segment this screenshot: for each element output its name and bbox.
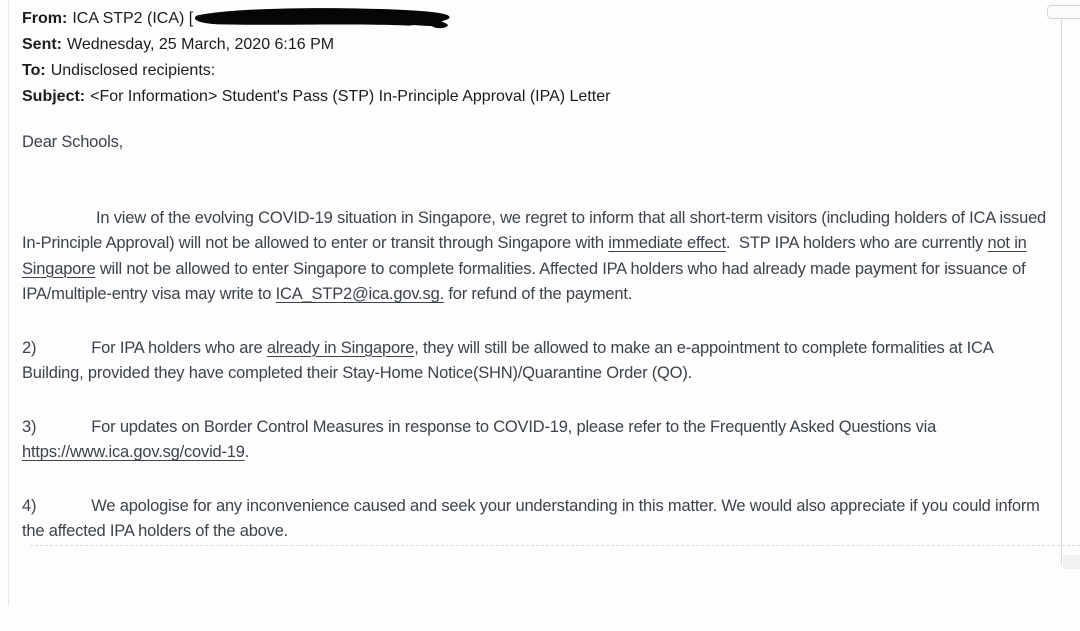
paragraph-number: 3) [22,417,37,436]
salutation: Dear Schools, [22,133,124,151]
header-field-to [22,58,610,84]
header-field-subject [22,84,610,110]
right-edge-notch [1063,555,1080,569]
email-paragraph [22,415,1056,466]
sent-label: Sent: [22,36,62,53]
faint-dashed-separator [30,545,1080,546]
email-link[interactable]: ICA_STP2@ica.gov.sg. [275,285,444,303]
text-run: not in Singapore [22,234,1027,278]
text-run: . STP IPA holders who are currently [725,234,988,252]
text-run: will not be allowed to enter Singapore to complete formalities. Affected IPA holders who had already made payment for issuance of IPA/multiple-entry visa may write to [22,259,1026,303]
sent-value: Wednesday, 25 March, 2020 6:16 PM [67,36,335,53]
text-run: . [244,443,250,461]
subject-value: <For Information> Student's Pass (STP) In-Principle Approval (IPA) Letter [90,88,611,105]
from-label: From: [22,10,68,27]
email-paragraph [22,206,1056,308]
page-edge-left-line [8,0,9,606]
text-run: for refund of the payment. [443,285,633,303]
text-run: For updates on Border Control Measures in response to COVID-19, please refer to the Frequently Asked Questions via [91,417,937,436]
text-run: For IPA holders who are [91,338,267,357]
email-paragraph [22,336,1056,387]
paragraph-number: 2) [22,338,37,357]
from-value: ICA STP2 (ICA) [ [72,10,194,27]
page-edge-right-line [1061,14,1062,565]
text-run: In view of the evolving COVID-19 situation in Singapore, we regret to inform that all short-term visitors (including holders of ICA issued In-Principle Approval) will not be allowed to enter or transit through Singapore with [22,208,1047,252]
email-paragraph [22,494,1056,545]
window-control-fragment [1047,5,1080,19]
text-run: We apologise for any inconvenience caused and seek your understanding in this matter. We would also appreciate if you could inform the affected IPA holders of the above. [22,496,1040,540]
to-value: Undisclosed recipients: [50,62,216,79]
header-field-from [22,6,610,32]
url-link[interactable]: https://www.ica.gov.sg/covid-19 [22,443,245,461]
header-field-sent [22,32,610,58]
email-body [22,130,1056,545]
email-paragraphs [22,206,1056,545]
text-run: immediate effect [608,234,726,252]
redaction-scribble-icon [191,6,455,30]
to-label: To: [22,62,46,79]
paragraph-number: 4) [22,496,37,515]
text-run: already in Singapore [266,338,415,357]
email-header [22,6,610,110]
subject-label: Subject: [22,88,86,105]
text-run: , they will still be allowed to make an e-appointment to complete formalities at ICA Building, provided they have completed their Stay-Home Notice(SHN)/Quarantine Order (QO). [22,338,993,382]
